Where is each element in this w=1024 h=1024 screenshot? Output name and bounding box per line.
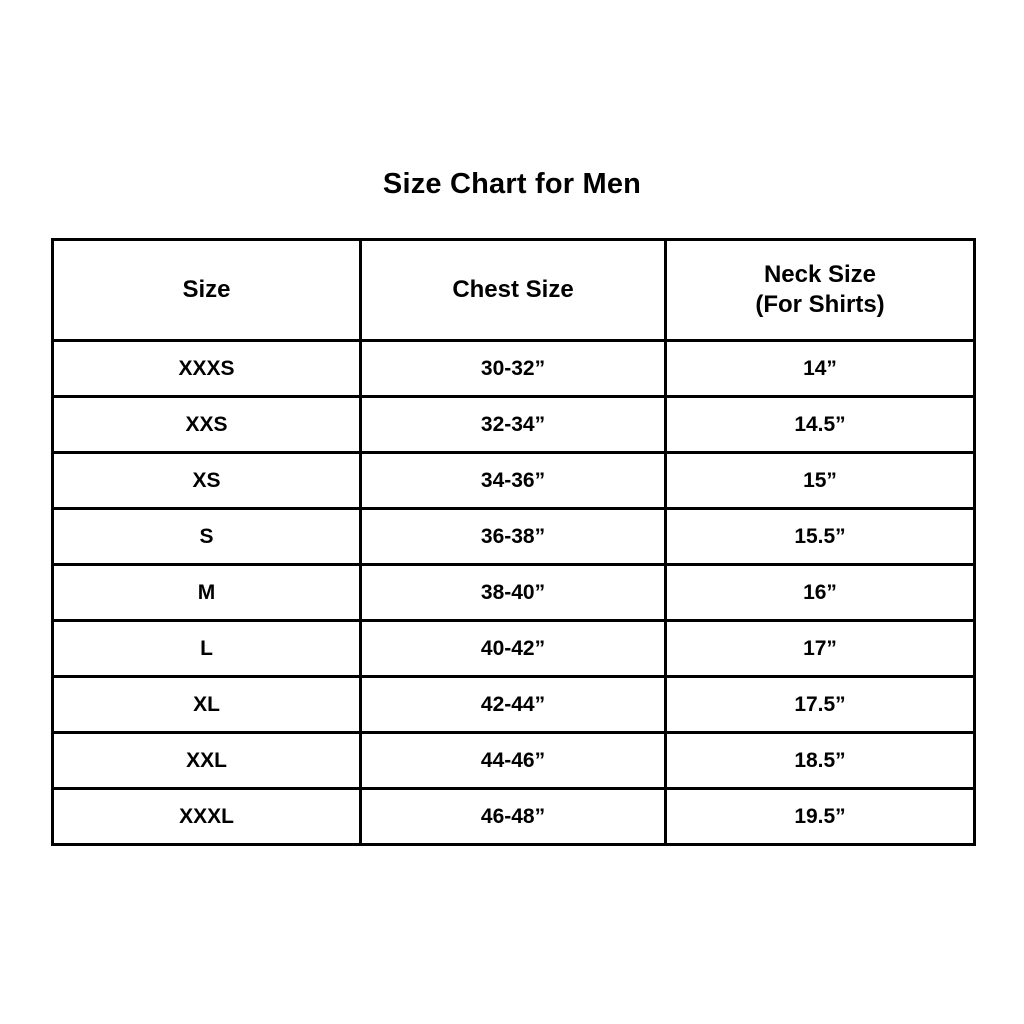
cell-size: M bbox=[53, 565, 361, 621]
table-row bbox=[53, 341, 975, 397]
table-row bbox=[53, 453, 975, 509]
cell-neck: 17” bbox=[666, 621, 975, 677]
table-row bbox=[53, 621, 975, 677]
cell-neck: 19.5” bbox=[666, 789, 975, 845]
cell-chest: 38-40” bbox=[361, 565, 666, 621]
table-row bbox=[53, 733, 975, 789]
cell-neck: 17.5” bbox=[666, 677, 975, 733]
cell-neck: 16” bbox=[666, 565, 975, 621]
table-header bbox=[53, 240, 975, 341]
column-header-chest bbox=[361, 240, 666, 341]
size-table bbox=[51, 238, 976, 846]
column-header-neck-sublabel: (For Shirts) bbox=[755, 291, 885, 318]
table-row bbox=[53, 565, 975, 621]
cell-size: XXXL bbox=[53, 789, 361, 845]
cell-size: L bbox=[53, 621, 361, 677]
column-header-neck bbox=[666, 240, 975, 341]
cell-chest: 46-48” bbox=[361, 789, 666, 845]
cell-size: XXL bbox=[53, 733, 361, 789]
cell-neck: 18.5” bbox=[666, 733, 975, 789]
cell-chest: 44-46” bbox=[361, 733, 666, 789]
cell-chest: 34-36” bbox=[361, 453, 666, 509]
table-header-row bbox=[53, 240, 975, 341]
column-header-size-label: Size bbox=[182, 276, 231, 303]
table-row bbox=[53, 397, 975, 453]
cell-chest: 30-32” bbox=[361, 341, 666, 397]
cell-chest: 42-44” bbox=[361, 677, 666, 733]
cell-size: S bbox=[53, 509, 361, 565]
cell-chest: 40-42” bbox=[361, 621, 666, 677]
cell-neck: 15” bbox=[666, 453, 975, 509]
cell-size: XL bbox=[53, 677, 361, 733]
cell-chest: 36-38” bbox=[361, 509, 666, 565]
table-body bbox=[53, 341, 975, 845]
cell-neck: 15.5” bbox=[666, 509, 975, 565]
cell-neck: 14.5” bbox=[666, 397, 975, 453]
column-header-chest-label: Chest Size bbox=[452, 276, 574, 303]
size-table-container bbox=[51, 238, 973, 846]
cell-size: XXXS bbox=[53, 341, 361, 397]
page-title: Size Chart for Men bbox=[382, 168, 642, 200]
cell-size: XXS bbox=[53, 397, 361, 453]
cell-chest: 32-34” bbox=[361, 397, 666, 453]
cell-size: XS bbox=[53, 453, 361, 509]
column-header-size bbox=[53, 240, 361, 341]
table-row bbox=[53, 509, 975, 565]
table-row bbox=[53, 677, 975, 733]
table-row bbox=[53, 789, 975, 845]
column-header-neck-label: Neck Size bbox=[763, 261, 877, 288]
cell-neck: 14” bbox=[666, 341, 975, 397]
